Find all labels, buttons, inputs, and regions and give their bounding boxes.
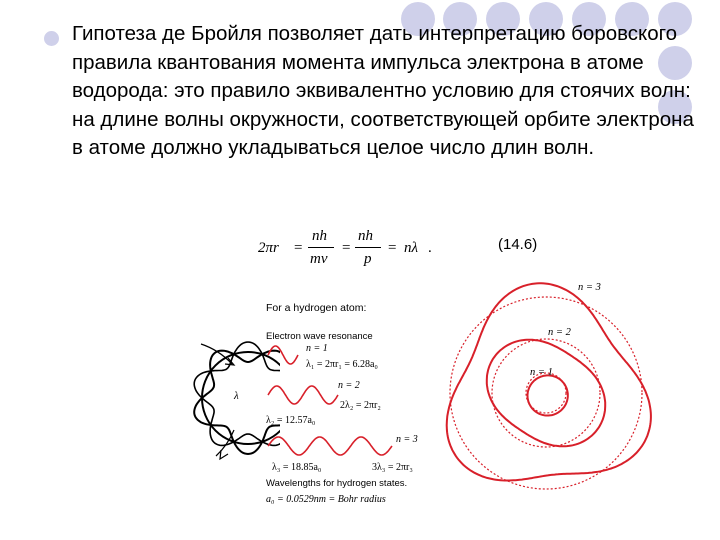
orbit-label-n2: n = 2 bbox=[548, 327, 571, 338]
formula-den1: mv bbox=[310, 251, 328, 267]
formula-eq2: = bbox=[342, 240, 351, 256]
bullet-text: Гипотеза де Бройля позволяет дать интерпретацию боровского правила квантования момента импульса электрона в атоме водорода: это правило эквивалентно условию для стоячих волн: на длине волны окружности, соответствующей орбите электрона в атоме должно укладываться целое число длин волн. bbox=[72, 22, 694, 160]
hydrogen-eq3a: λ₃ = 18.85a₀ bbox=[272, 462, 322, 473]
formula-eq1: = bbox=[294, 240, 303, 256]
de-broglie-formula bbox=[258, 226, 438, 272]
hydrogen-footer-bohr: a₀ = 0.0529nm = Bohr radius bbox=[266, 494, 386, 505]
formula-num2: nh bbox=[358, 228, 373, 244]
arrowhead-bottom bbox=[220, 450, 228, 459]
orbit-label-n1: n = 1 bbox=[530, 367, 553, 378]
formula-eq3: = bbox=[388, 240, 397, 256]
curved-arrow-top bbox=[201, 344, 232, 364]
equation-number: (14.6) bbox=[498, 236, 538, 253]
orbit-circle-n3 bbox=[450, 297, 642, 489]
hydrogen-eq2a: 2λ₂ = 2πr₂ bbox=[340, 400, 381, 411]
formula-rhs: nλ bbox=[404, 240, 418, 256]
formula-den2: p bbox=[364, 251, 372, 267]
orbit-circle-n2 bbox=[492, 339, 600, 447]
hydrogen-footer-wavelengths: Wavelengths for hydrogen states. bbox=[266, 478, 408, 489]
lambda-label: λ bbox=[234, 390, 239, 402]
hydrogen-n2-label: n = 2 bbox=[338, 380, 360, 391]
hydrogen-panel-subtitle: Electron wave resonance bbox=[266, 331, 373, 342]
formula-dot: . bbox=[428, 240, 432, 256]
hydrogen-n1-label: n = 1 bbox=[306, 343, 328, 354]
bullet-paragraph bbox=[44, 20, 694, 163]
orbit-figure bbox=[422, 270, 662, 520]
hydrogen-panel-title: For a hydrogen atom: bbox=[266, 302, 367, 314]
hydrogen-n3-label: n = 3 bbox=[396, 434, 418, 445]
formula-fraction-bar-1 bbox=[308, 247, 334, 248]
hydrogen-eq2b: λ₂ = 12.57a₀ bbox=[266, 415, 316, 426]
bullet-icon bbox=[44, 31, 59, 46]
formula-lhs: 2πr bbox=[258, 240, 279, 256]
orbit-label-n3: n = 3 bbox=[578, 282, 601, 293]
hydrogen-eq1: λ₁ = 2πr₁ = 6.28a₀ bbox=[306, 359, 378, 370]
hydrogen-wave-graphs bbox=[266, 302, 436, 517]
hydrogen-eq3b: 3λ₃ = 2πr₃ bbox=[372, 462, 413, 473]
formula-fraction-bar-2 bbox=[355, 247, 381, 248]
formula-num1: nh bbox=[312, 228, 327, 244]
